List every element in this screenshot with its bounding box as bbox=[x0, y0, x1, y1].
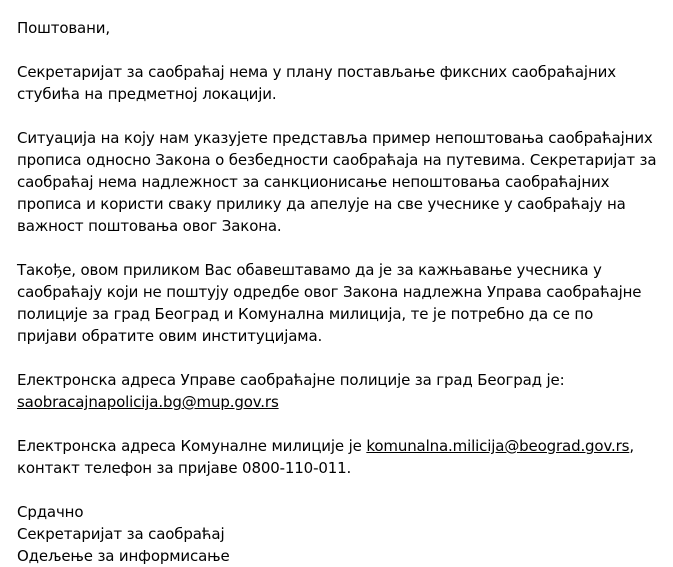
paragraph-line: прописа односно Закона о безбедности саобраћаја на путевима. Секретаријат за bbox=[17, 151, 657, 169]
paragraph-line: Секретаријат за саобраћај нема у плану постављање фиксних саобраћајних bbox=[17, 63, 616, 81]
paragraph-line: стубића на предметној локацији. bbox=[17, 85, 277, 103]
paragraph-line: полиције за град Београд и Комунална милиција, те је потребно да се по bbox=[17, 305, 594, 323]
paragraph-situation bbox=[17, 127, 667, 237]
greeting-text: Поштовани, bbox=[17, 19, 110, 37]
paragraph-authorities bbox=[17, 259, 667, 347]
signature-department: Секретаријат за саобраћај bbox=[17, 525, 225, 543]
paragraph-line: саобраћај нема надлежност за санкционисање непоштовања саобраћајних bbox=[17, 173, 610, 191]
paragraph-line: важност поштовања овог Закона. bbox=[17, 217, 282, 235]
communal-police-email-link[interactable]: komunalna.milicija@beograd.gov.rs bbox=[366, 437, 630, 455]
contact-phone-line: контакт телефон за пријаве 0800-110-011. bbox=[17, 459, 352, 477]
paragraph-line bbox=[17, 435, 667, 457]
traffic-police-email-link[interactable]: saobracajnapolicija.bg@mup.gov.rs bbox=[17, 393, 279, 411]
signature-block bbox=[17, 501, 667, 567]
paragraph-plan bbox=[17, 61, 667, 105]
email-line bbox=[17, 391, 667, 413]
signature-closing: Срдачно bbox=[17, 503, 84, 521]
communal-police-prefix: Електронска адреса Комуналне милиције је bbox=[17, 437, 367, 455]
greeting bbox=[17, 17, 667, 39]
paragraph-communal-police-contact bbox=[17, 435, 667, 479]
paragraph-traffic-police-contact bbox=[17, 369, 667, 413]
signature-office: Одељење за информисање bbox=[17, 547, 230, 565]
paragraph-line: прописа и користи сваку прилику да апелује на све учеснике у саобраћају на bbox=[17, 195, 626, 213]
communal-police-suffix: , bbox=[629, 437, 634, 455]
paragraph-line: Ситуација на коју нам указујете представља пример непоштовања саобраћајних bbox=[17, 129, 653, 147]
paragraph-line: пријави обратите овим институцијама. bbox=[17, 327, 323, 345]
paragraph-line: саобраћају који не поштују одредбе овог Закона надлежна Управа саобраћајне bbox=[17, 283, 642, 301]
paragraph-line: Електронска адреса Управе саобраћајне полиције за град Београд је: bbox=[17, 371, 565, 389]
paragraph-line: Такође, овом приликом Вас обавештавамо да је за кажњавање учесника у bbox=[17, 261, 602, 279]
letter-body bbox=[17, 17, 667, 567]
